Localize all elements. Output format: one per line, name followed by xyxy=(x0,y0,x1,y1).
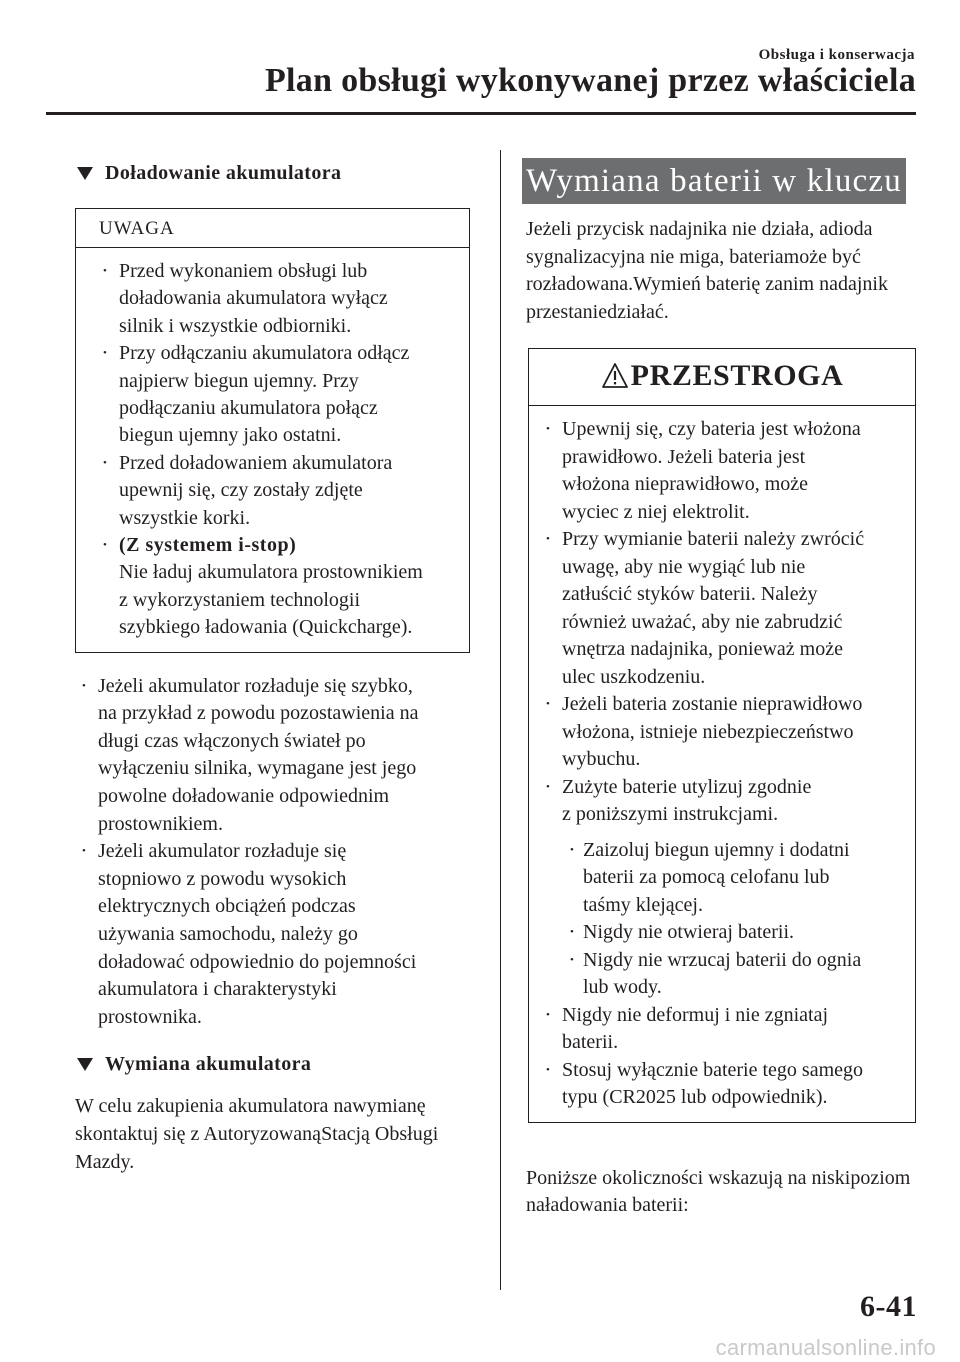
caution-tail-list xyxy=(539,1002,905,1112)
list-item-line: upewnij się, czy zostały zdjęte xyxy=(119,479,363,502)
list-item-line: prostownikiem. xyxy=(98,812,223,835)
list-item-line: • Przed wykonaniem obsługi lub xyxy=(119,260,368,282)
list-item-line: • Przed doładowaniem akumulatora xyxy=(119,451,393,474)
list-item-line: lub wody. xyxy=(583,976,662,999)
list-item-line: również uważać, aby nie zabrudzić xyxy=(562,610,843,633)
list-item-line: doładować odpowiednio do pojemności xyxy=(98,950,417,973)
caution-sublist xyxy=(563,837,905,1002)
list-item xyxy=(539,416,905,526)
right-column xyxy=(526,158,918,1220)
list-item xyxy=(539,691,905,774)
list-item-line: • Stosuj wyłącznie baterie tego samego xyxy=(562,1058,864,1081)
paragraph-line: Stacją Obsługi Mazdy. xyxy=(75,1123,439,1173)
list-item-line: Nie ładuj akumulatora prostownikiem xyxy=(119,561,423,584)
list-item-line: typu (CR2025 lub odpowiednik). xyxy=(562,1086,828,1109)
list-item-line: włożona nieprawidłowo, może xyxy=(562,473,809,496)
paragraph-line: Wymień baterię zanim nadajnik przestanie xyxy=(526,273,888,323)
list-item-line: wyłączeniu silnika, wymagane jest jego xyxy=(98,757,417,780)
triangle-down-icon xyxy=(77,167,93,180)
key-battery-title: Wymiana baterii w kluczu xyxy=(522,158,906,204)
list-item-line: powolne doładowanie odpowiednim xyxy=(98,785,390,808)
watermark: carmanualsonline.info xyxy=(715,1335,936,1360)
replace-heading-text: Wymiana akumulatora xyxy=(105,1053,312,1076)
paragraph-line: dioda sygnalizacyjna nie miga, bateria xyxy=(526,218,873,268)
list-item-line: podłączaniu akumulatora połącz xyxy=(119,397,378,420)
list-item xyxy=(563,947,905,1002)
list-item xyxy=(96,450,459,532)
list-item-line: szybkiego ładowania (Quickcharge). xyxy=(119,616,413,639)
list-item xyxy=(563,837,905,920)
list-item-line: • Nigdy nie deformuj i nie zgniataj xyxy=(562,1003,829,1026)
paragraph-line: może być rozładowana. xyxy=(526,245,861,296)
list-item-line: • Jeżeli akumulator rozładuje się szybko, xyxy=(98,674,413,697)
list-item-line: z poniższymi instrukcjami. xyxy=(562,803,779,826)
list-item-line: prostownika. xyxy=(98,1005,202,1028)
list-item-line: stopniowo z powodu wysokich xyxy=(98,867,347,890)
list-item-line: • Zaizoluj biegun ujemny i dodatni xyxy=(583,838,850,861)
column-divider xyxy=(500,150,501,1290)
note-box xyxy=(75,208,470,653)
paragraph-line: Jeżeli przycisk nadajnika nie działa, a xyxy=(526,218,829,240)
paragraph-line: W celu zakupienia akumulatora na xyxy=(75,1095,353,1118)
list-item-line: włożona, istnieje niebezpieczeństwo xyxy=(562,720,854,743)
list-item-line: biegun ujemny jako ostatni. xyxy=(119,424,342,447)
list-item-line: doładowania akumulatora wyłącz xyxy=(119,287,388,310)
list-item-line: uwagę, aby nie wygiąć lub nie xyxy=(562,555,806,578)
outro-paragraph xyxy=(526,1165,918,1220)
list-item-line: ulec uszkodzeniu. xyxy=(562,665,706,688)
recharge-heading-text: Doładowanie akumulatora xyxy=(105,162,342,184)
list-item xyxy=(75,673,475,839)
list-item-line: akumulatora i charakterystyki xyxy=(98,978,337,1001)
list-item-line: prawidłowo. Jeżeli bateria jest xyxy=(562,445,806,468)
list-item-line: • Nigdy nie wrzucaj baterii do ognia xyxy=(583,948,862,971)
caution-label: PRZESTROGA xyxy=(630,359,844,393)
list-item-line: wybuchu. xyxy=(562,748,641,771)
caution-list xyxy=(539,416,905,829)
intro-paragraph xyxy=(526,216,918,326)
list-item xyxy=(539,1057,905,1112)
list-item-line: długi czas włączonych świateł po xyxy=(98,729,366,752)
header-rule xyxy=(46,112,916,115)
left-column xyxy=(75,158,475,1176)
list-item-line: • Zużyte baterie utylizuj zgodnie xyxy=(562,775,812,798)
list-item-line: na przykład z powodu pozostawienia na xyxy=(98,702,419,725)
istop-title: • (Z systemem i-stop) xyxy=(119,534,297,557)
list-item xyxy=(96,340,459,450)
paragraph-line: wymianę skontaktuj się z Autoryzowaną xyxy=(75,1095,426,1145)
list-item xyxy=(96,258,459,340)
list-item xyxy=(75,838,475,1031)
list-item-line: • Upewnij się, czy bateria jest włożona xyxy=(562,418,861,441)
list-item-line: używania samochodu, należy go xyxy=(98,923,358,946)
list-item-line: baterii za pomocą celofanu lub xyxy=(583,866,830,889)
list-item-line: • Przy wymianie baterii należy zwrócić xyxy=(562,528,865,551)
caution-box xyxy=(528,348,916,1123)
page-number: 6-41 xyxy=(860,1290,917,1323)
section-label: Obsługa i konserwacja xyxy=(758,47,915,63)
recharge-heading xyxy=(75,158,475,188)
note-label: UWAGA xyxy=(76,209,469,248)
list-item-line: • Nigdy nie otwieraj baterii. xyxy=(583,921,795,944)
note-list xyxy=(96,258,459,642)
triangle-down-icon xyxy=(77,1058,93,1071)
caution-header xyxy=(529,349,915,406)
list-item-line: z wykorzystaniem technologii xyxy=(119,588,361,611)
list-item-line: baterii. xyxy=(562,1031,619,1054)
list-item-line: elektrycznych obciążeń podczas xyxy=(98,895,356,918)
page-title: Plan obsługi wykonywanej przez właściciela xyxy=(264,62,916,99)
recharge-list xyxy=(75,673,475,1032)
replace-heading xyxy=(75,1049,475,1079)
list-item-line: wnętrza nadajnika, ponieważ może xyxy=(562,638,843,661)
list-item xyxy=(539,774,905,829)
list-item xyxy=(563,919,905,947)
list-item-line: taśmy klejącej. xyxy=(583,893,703,916)
list-item-line: najpierw biegun ujemny. Przy xyxy=(119,369,359,392)
list-item-istop xyxy=(96,532,459,642)
list-item-line: • Przy odłączaniu akumulatora odłącz xyxy=(119,342,410,365)
list-item-line: zatłuścić styków baterii. Należy xyxy=(562,583,818,606)
list-item-line: • Jeżeli bateria zostanie nieprawidłowo xyxy=(562,693,863,716)
paragraph-line: Poniższe okoliczności wskazują na niski xyxy=(526,1166,851,1189)
list-item xyxy=(539,1002,905,1057)
list-item-line: silnik i wszystkie odbiorniki. xyxy=(119,314,352,337)
list-item-line: wyciec z niej elektrolit. xyxy=(562,500,750,523)
paragraph-line: poziom naładowania baterii: xyxy=(526,1166,911,1217)
list-item-line: wszystkie korki. xyxy=(119,506,251,529)
warning-triangle-icon xyxy=(601,362,629,389)
paragraph-line: działać. xyxy=(607,300,669,323)
list-item xyxy=(539,526,905,691)
replace-paragraph xyxy=(75,1093,475,1176)
list-item-line: • Jeżeli akumulator rozładuje się xyxy=(98,840,347,863)
